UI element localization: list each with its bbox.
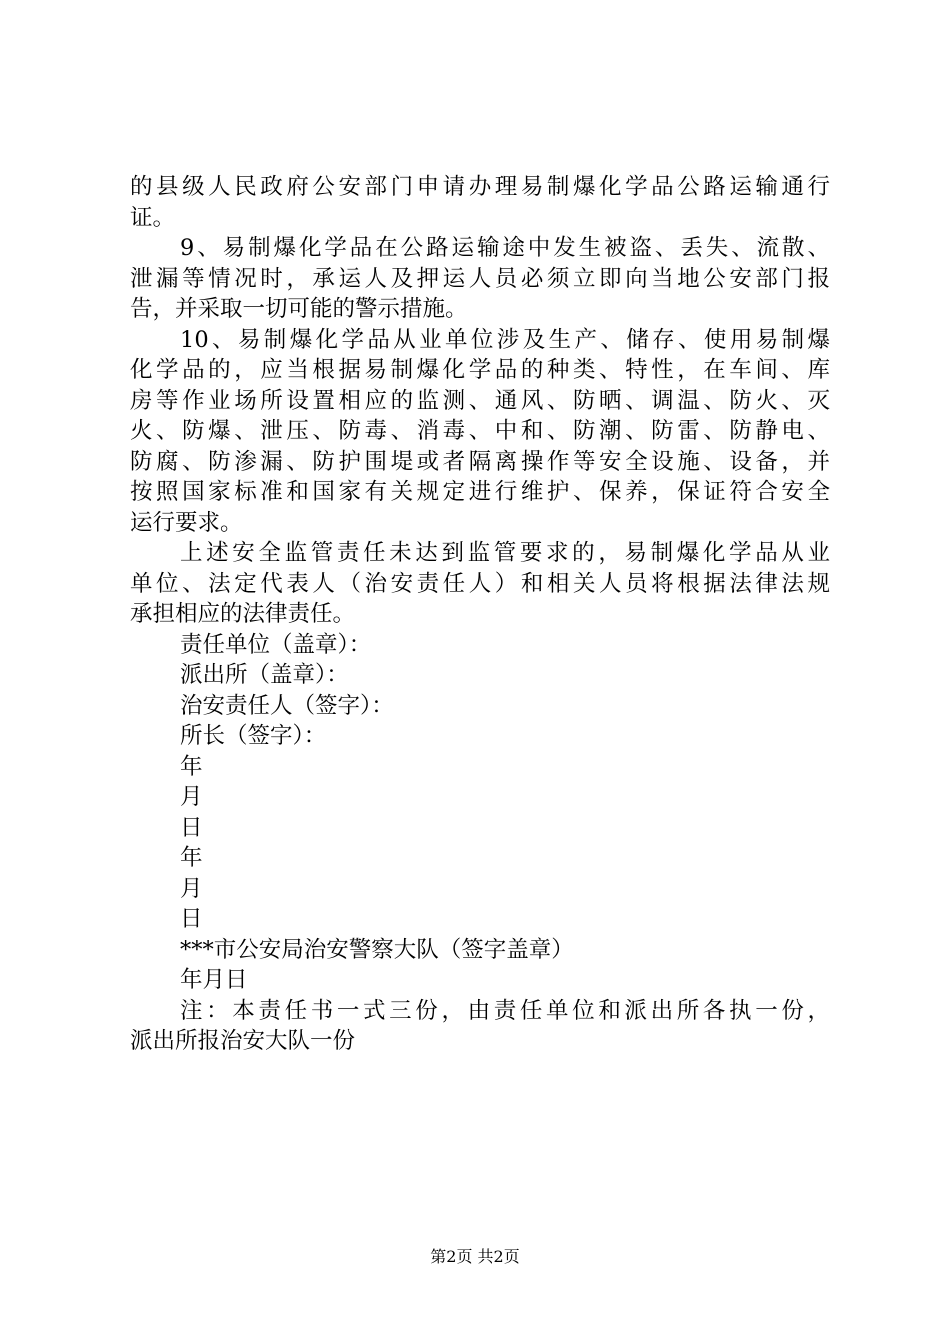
text-line: 9、易制爆化学品在公路运输途中发生被盗、丢失、流散、: [180, 235, 830, 261]
text-line: 运行要求。: [130, 509, 243, 536]
text-line: 证。: [130, 204, 176, 231]
text-line: 单位、法定代表人（治安责任人）和相关人员将根据法律法规: [130, 570, 830, 597]
text-line: 日: [180, 814, 203, 841]
text-line: 按照国家标准和国家有关规定进行维护、保养，保证符合安全: [130, 479, 830, 505]
text-line: 化学品的，应当根据易制爆化学品的种类、特性，在车间、库: [130, 357, 830, 383]
text-line: 责任单位（盖章）：: [180, 631, 372, 658]
text-line: 告，并采取一切可能的警示措施。: [130, 296, 468, 322]
text-line: 10、易制爆化学品从业单位涉及生产、储存、使用易制爆: [180, 326, 830, 353]
text-line: 治安责任人（签字）：: [180, 692, 394, 719]
text-line: 派出所报治安大队一份: [130, 1028, 356, 1054]
text-line: 日: [180, 906, 203, 932]
text-line: 月: [180, 784, 203, 810]
text-line: 火、防爆、泄压、防毒、消毒、中和、防潮、防雷、防静电、: [130, 418, 830, 444]
text-line: 上述安全监管责任未达到监管要求的，易制爆化学品从业: [180, 540, 830, 566]
text-line: 注：本责任书一式三份，由责任单位和派出所各执一份，: [180, 997, 830, 1024]
text-line: 年月日: [180, 967, 248, 993]
text-line: 承担相应的法律责任。: [130, 601, 356, 627]
page-footer: 第2页 共2页: [430, 1247, 520, 1266]
document-body: [130, 172, 830, 1057]
text-line: 的县级人民政府公安部门申请办理易制爆化学品公路运输通行: [130, 174, 830, 200]
text-line: 年: [180, 753, 203, 780]
text-line: 所长（签字）：: [180, 723, 327, 749]
text-line: 防腐、防渗漏、防护围堤或者隔离操作等安全设施、设备，并: [130, 448, 830, 475]
text-line: 派出所（盖章）：: [180, 662, 349, 688]
text-line: 泄漏等情况时，承运人及押运人员必须立即向当地公安部门报: [130, 265, 830, 292]
text-line: 房等作业场所设置相应的监测、通风、防晒、调温、防火、灭: [130, 387, 830, 414]
text-line: 年: [180, 845, 203, 871]
text-line: ***市公安局治安警察大队（签字盖章）: [180, 936, 574, 963]
text-line: 月: [180, 875, 203, 902]
